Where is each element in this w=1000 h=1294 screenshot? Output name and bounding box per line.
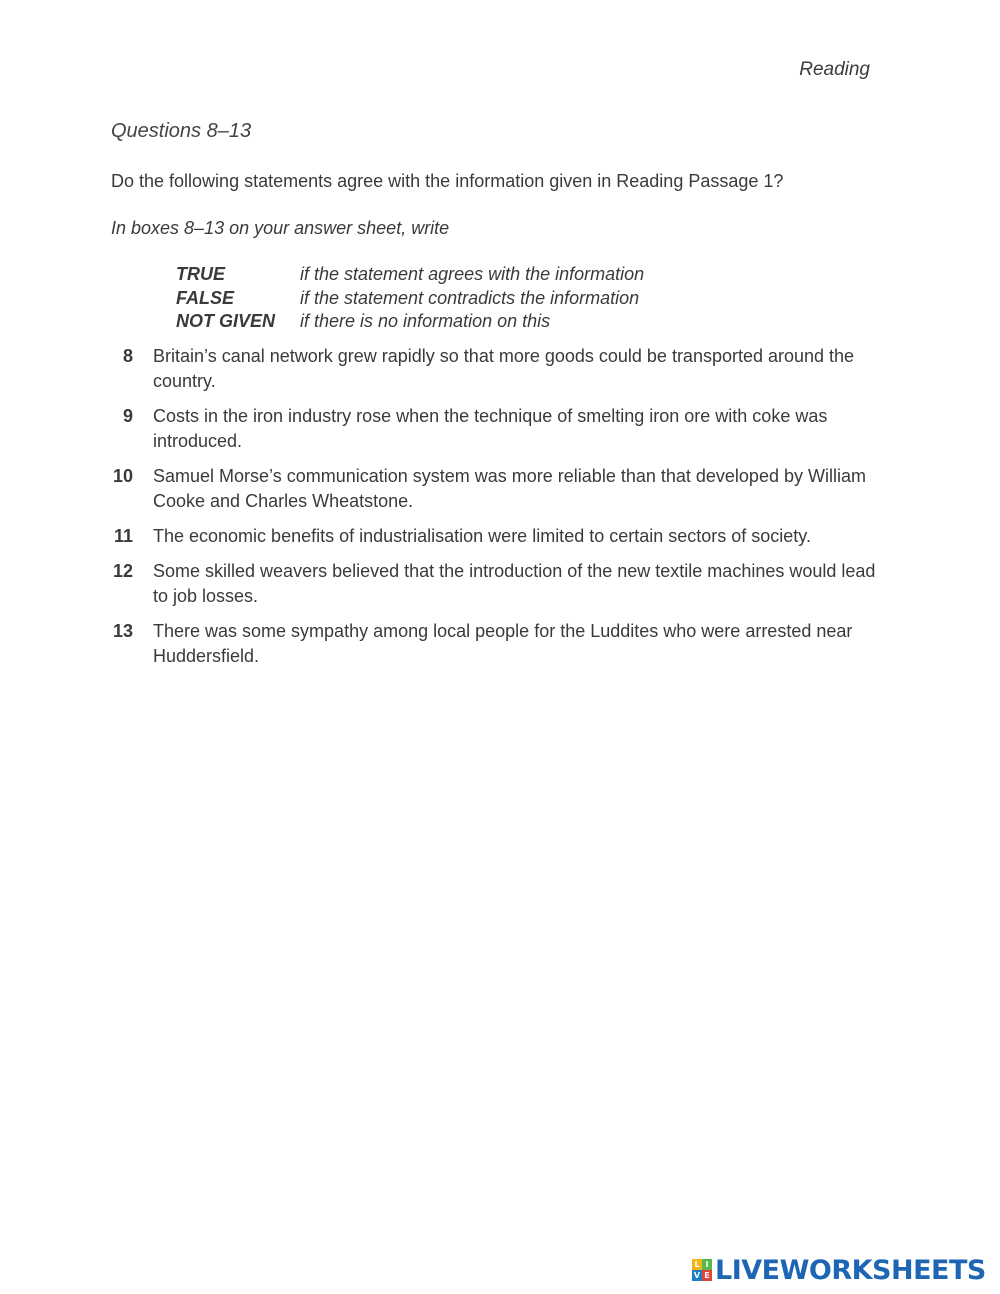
answer-key-table (176, 263, 644, 334)
logo-mark-tile: E (702, 1270, 712, 1281)
statement-text: The economic benefits of industrialisation were limited to certain sectors of society. (153, 526, 811, 546)
answer-key-meaning: if the statement contradicts the information (300, 287, 640, 308)
answer-key-term: FALSE (176, 287, 235, 308)
instruction-text: Do the following statements agree with the information given in Reading Passage 1? (111, 171, 784, 191)
statement-item (100, 559, 890, 609)
statement-list (100, 344, 890, 679)
logo-text: LIVEWORKSHEETS (715, 1254, 986, 1286)
statement-text: Samuel Morse’s communication system was more reliable than that developed by William Cooke and Charles Wheatstone. (153, 466, 866, 511)
answer-key-meaning: if the statement agrees with the information (300, 264, 645, 284)
logo-mark-tile: L (692, 1259, 702, 1270)
answer-key-meaning: if there is no information on this (300, 311, 551, 331)
answer-key-row (176, 263, 644, 287)
section-label: Reading (799, 59, 870, 80)
logo-mark-icon (692, 1259, 712, 1281)
statement-text: Some skilled weavers believed that the introduction of the new textile machines would lead to job losses. (153, 561, 876, 606)
answer-key-term: NOT GIVEN (176, 311, 276, 331)
statement-item (100, 404, 890, 454)
statement-text: Britain’s canal network grew rapidly so that more goods could be transported around the country. (153, 346, 855, 391)
statement-number: 12 (112, 561, 133, 581)
statement-text: Costs in the iron industry rose when the technique of smelting iron ore with coke was introduced. (153, 406, 828, 451)
liveworksheets-logo[interactable] (692, 1254, 986, 1286)
statement-item (100, 464, 890, 514)
statement-item (100, 524, 890, 549)
statement-item (100, 344, 890, 394)
statement-number: 9 (122, 406, 133, 426)
answer-instruction: In boxes 8–13 on your answer sheet, write (111, 218, 450, 238)
statement-number: 8 (122, 346, 133, 366)
statement-text: There was some sympathy among local people for the Luddites who were arrested near Huddersfield. (153, 621, 853, 666)
statement-item (100, 619, 890, 669)
statement-number: 13 (112, 621, 133, 641)
questions-title: Questions 8–13 (111, 120, 252, 142)
answer-key-term: TRUE (176, 264, 225, 284)
logo-mark-tile: I (702, 1259, 712, 1270)
logo-mark-tile: V (693, 1271, 701, 1280)
statement-number: 10 (112, 466, 133, 486)
answer-key-row (176, 287, 644, 311)
statement-number: 11 (113, 526, 133, 546)
answer-key-row (176, 310, 644, 334)
